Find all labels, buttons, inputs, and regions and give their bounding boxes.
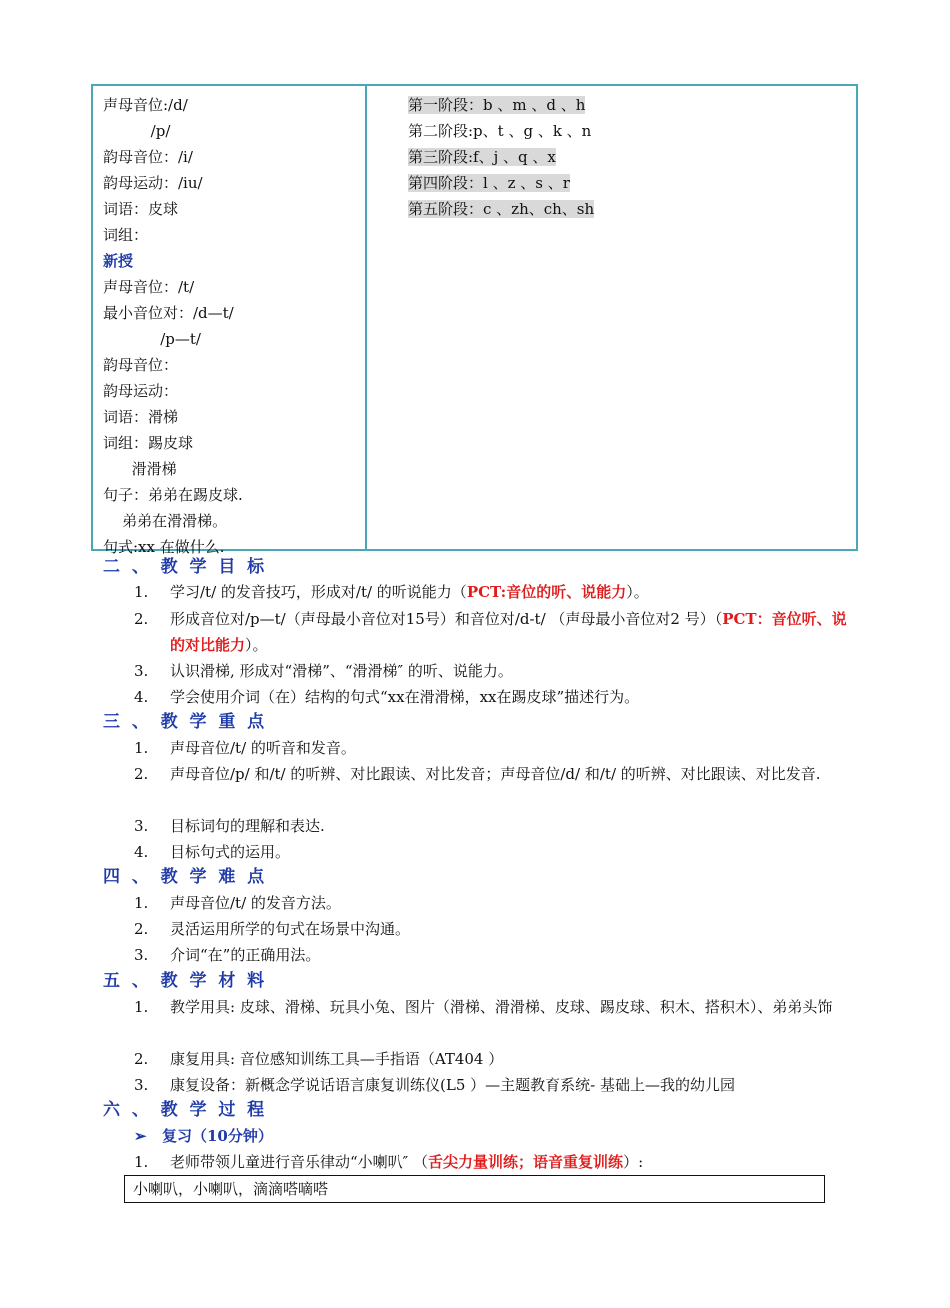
list-item (134, 761, 854, 787)
list-item (134, 1149, 854, 1175)
item-text: 目标词句的理解和表达. (170, 817, 325, 835)
chant-box: 小喇叭，小喇叭，滴滴嗒嘀嗒 (124, 1175, 825, 1203)
item-number: 2. (134, 610, 149, 628)
list-item (134, 684, 854, 710)
item-text: 康复设备：新概念学说话语言康复训练仪(L5 ）—主题教育系统- 基础上—我的幼儿园 (170, 1076, 735, 1094)
review-heading (134, 1124, 273, 1148)
item-text: 学习/t/ 的发音技巧，形成对/t/ 的听说能力（ (170, 583, 467, 601)
item-text: 教学用具: 皮球、滑梯、玩具小兔、图片（滑梯、滑滑梯、皮球、踢皮球、积木、搭积木）、弟弟头饰 (170, 998, 833, 1016)
list-item (134, 1046, 854, 1072)
table-line: 最小音位对：/d—t/ (103, 304, 234, 322)
pct-highlight: PCT：音位听、说的对比能力 (170, 610, 847, 654)
table-line: 声母音位：/t/ (103, 278, 195, 296)
list-item (134, 890, 854, 916)
item-text: 认识滑梯, 形成对“滑梯”、“滑滑梯″ 的听、说能力。 (170, 662, 513, 680)
list-item (134, 658, 854, 684)
item-text: 声母音位/t/ 的听音和发音。 (170, 739, 356, 757)
section-heading-goals: 二 、 教 学 目 标 (103, 557, 265, 577)
table-line: 词语：滑梯 (103, 408, 179, 426)
table-line: 韵母运动： (103, 382, 179, 400)
content-table (91, 84, 858, 556)
list-item (134, 813, 854, 839)
item-number: 4. (134, 688, 149, 706)
list-item (134, 916, 854, 942)
item-text: ）。 (245, 636, 268, 654)
item-text: ）: (623, 1153, 644, 1171)
table-line: 韵母音位：/i/ (103, 148, 193, 166)
item-number: 3. (134, 946, 149, 964)
table-line: 韵母音位： (103, 356, 179, 374)
table-left-column (103, 92, 243, 560)
stage-line: 第一阶段：b 、m 、d 、h (408, 96, 586, 114)
item-text: 介词“在”的正确用法。 (170, 946, 321, 964)
table-line: 句子：弟弟在踢皮球. (103, 486, 243, 504)
stage-line: 第四阶段：l 、z 、s 、r (408, 174, 570, 192)
item-number: 2. (134, 765, 149, 783)
table-line: 滑滑梯 (103, 460, 177, 478)
section-heading-process: 六 、 教 学 过 程 (103, 1100, 265, 1120)
item-number: 2. (134, 920, 149, 938)
stage-line: 第二阶段:p、t 、g 、k 、n (408, 122, 592, 140)
table-line: 韵母运动：/iu/ (103, 174, 203, 192)
section-heading-key-points: 三 、 教 学 重 点 (103, 712, 265, 732)
list-item (134, 735, 854, 761)
table-line: 词组： (103, 226, 149, 244)
table-line: 词语：皮球 (103, 200, 179, 218)
training-highlight: 舌尖力量训练；语音重复训练 (428, 1153, 624, 1171)
item-text: 形成音位对/p—t/（声母最小音位对15号）和音位对/d-t/ （声母最小音位对2 号）（ (170, 610, 723, 628)
list-item (134, 606, 854, 658)
table-line: 句式:xx 在做什么. (103, 538, 225, 556)
item-text: ）。 (626, 583, 649, 601)
section-heading-difficulties: 四 、 教 学 难 点 (103, 867, 265, 887)
item-number: 1. (134, 894, 149, 912)
table-line: 声母音位:/d/ (103, 96, 188, 114)
section-heading-materials: 五 、 教 学 材 料 (103, 971, 265, 991)
item-number: 3. (134, 662, 149, 680)
item-text: 目标句式的运用。 (170, 843, 291, 861)
item-text: 康复用具: 音位感知训练工具—手指语（AT404 ） (170, 1050, 504, 1068)
item-number: 1. (134, 998, 149, 1016)
arrow-bullet-icon: ➢ (134, 1127, 147, 1145)
pct-highlight: PCT:音位的听、说能力 (466, 583, 627, 601)
item-text: 声母音位/t/ 的发音方法。 (170, 894, 341, 912)
list-item (134, 994, 854, 1020)
list-item (134, 579, 854, 605)
item-text: 灵活运用所学的句式在场景中沟通。 (170, 920, 411, 938)
table-divider (365, 86, 367, 549)
table-line-new-lesson: 新授 (103, 252, 134, 270)
item-number: 2. (134, 1050, 149, 1068)
item-number: 4. (134, 843, 149, 861)
table-line: /p/ (103, 122, 171, 140)
item-number: 1. (134, 583, 149, 601)
list-item (134, 1072, 854, 1098)
table-right-column (408, 92, 594, 222)
list-item (134, 839, 854, 865)
item-text: 声母音位/p/ 和/t/ 的听辨、对比跟读、对比发音；声母音位/d/ 和/t/ 的听辨、对比跟读、对比发音. (170, 765, 821, 783)
item-text: 老师带领儿童进行音乐律动“小喇叭″ （ (170, 1153, 429, 1171)
item-number: 1. (134, 1153, 149, 1171)
review-label: 复习（10分钟） (162, 1127, 273, 1145)
item-number: 3. (134, 1076, 149, 1094)
stage-line: 第三阶段:f、j 、q 、x (408, 148, 556, 166)
list-item (134, 942, 854, 968)
item-number: 1. (134, 739, 149, 757)
table-line: /p—t/ (103, 330, 201, 348)
item-text: 学会使用介词（在）结构的句式“xx在滑滑梯，xx在踢皮球”描述行为。 (170, 688, 640, 706)
item-number: 3. (134, 817, 149, 835)
table-line: 弟弟在滑滑梯。 (103, 512, 228, 530)
table-line: 词组：踢皮球 (103, 434, 194, 452)
stage-line: 第五阶段：c 、zh、ch、sh (408, 200, 595, 218)
